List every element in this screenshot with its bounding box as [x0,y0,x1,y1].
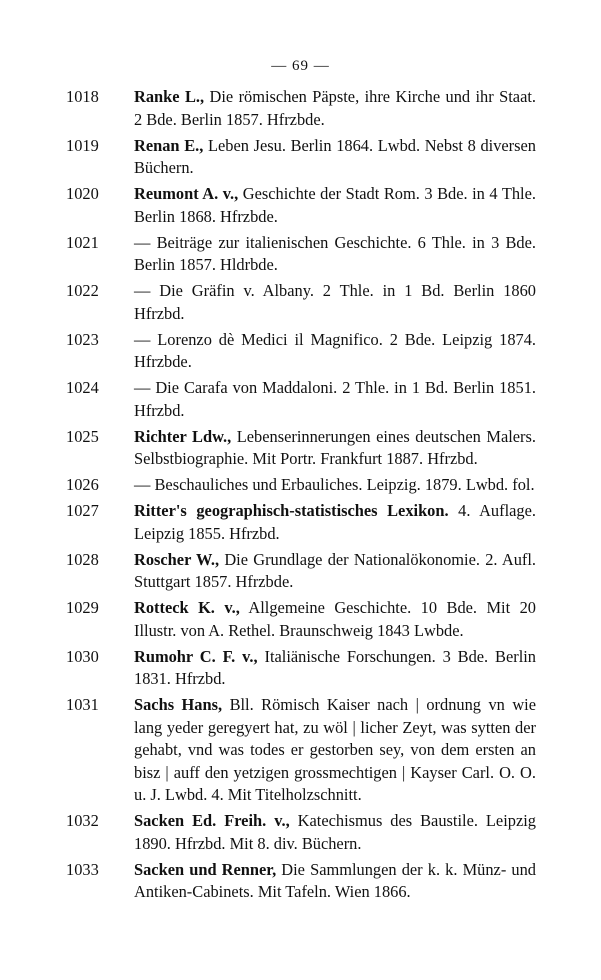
entry-number: 1027 [66,501,99,520]
catalog-entry [66,859,536,904]
entry-author: Rumohr C. F. v., [134,646,258,666]
catalog-list [66,86,536,907]
entry-description: Katechismus des Baustile. Leipzig 1890. Hfrzbd. Mit 8. div. Büchern. [134,811,536,853]
entry-description: Lebenserinnerungen eines deutschen Malers. Selbstbiographie. Mit Portr. Frankfurt 1887. Hfrzbd. [134,426,536,468]
entry-author: Reumont A. v., [134,184,239,203]
entry-author: Richter Ldw., [134,426,232,446]
page-number: — 69 — [271,58,330,74]
entry-number: 1019 [66,135,99,155]
entry-description: — Die Carafa von Maddaloni. 2 Thle. in 1 Bd. Berlin 1851. Hfrzbd. [134,378,536,420]
entry-description: Italiänische Forschungen. 3 Bde. Berlin 1831. Hfrzbd. [134,646,537,688]
catalog-entry [66,183,536,228]
entry-description: Geschichte der Stadt Rom. 3 Bde. in 4 Thle. Berlin 1868. Hfrzbde. [134,184,536,226]
entry-description: Bll. Römisch Kaiser nach | ordnung vn wie lang yeder geregyert hat, zu wöl | licher Zeyt, was sytten der gehabt, vnd was todes er gestorben sey, von dem ersten an bisz | auff den yetzigen grossmechtigen | Kayser Carl. O. O. u. J. Lwbd. 4. Mit Titelholzschnitt. [134,695,536,804]
catalog-entry [66,329,536,374]
entry-author: Sacken und Renner, [134,859,277,879]
entry-number: 1023 [66,329,99,349]
catalog-entry [66,646,536,691]
entry-author: Rotteck K. v., [134,598,240,617]
entry-author: Roscher W., [134,549,220,569]
catalog-entry [66,232,536,277]
entry-description: Die römischen Päpste, ihre Kirche und ihr Staat. 2 Bde. Berlin 1857. Hfrzbde. [134,87,537,129]
entry-description: — Die Gräfin v. Albany. 2 Thle. in 1 Bd. Berlin 1860 Hfrzbd. [134,281,536,323]
catalog-entry [66,426,536,471]
entry-description: Allgemeine Geschichte. 10 Bde. Mit 20 Illustr. von A. Rethel. Braunschweig 1843 Lwbde. [134,598,536,640]
entry-author: Ritter's geographisch-statistisches Lexikon. [134,501,449,520]
entry-number: 1018 [66,87,99,106]
catalog-entry [66,86,536,131]
entry-description: — Lorenzo dè Medici il Magnifico. 2 Bde. Leipzig 1874. Hfrzbde. [134,329,536,371]
entry-number: 1032 [66,811,99,830]
entry-author: Ranke L., [134,87,205,106]
entry-description: Leben Jesu. Berlin 1864. Lwbd. Nebst 8 diversen Büchern. [134,135,536,177]
entry-number: 1029 [66,598,99,617]
entry-number: 1020 [66,184,99,203]
catalog-entry [66,810,536,855]
entry-description: 4. Auflage. Leipzig 1855. Hfrzbd. [134,501,536,543]
entry-number: 1033 [66,859,99,879]
entry-description: Die Grundlage der Nationalökonomie. 2. Aufl. Stuttgart 1857. Hfrzbde. [134,549,536,591]
entry-number: 1030 [66,646,99,666]
catalog-entry [66,377,536,422]
catalog-entry [66,474,536,497]
entry-number: 1026 [66,475,99,494]
entry-number: 1022 [66,281,99,300]
entry-author: Sacken Ed. Freih. v., [134,811,290,830]
entry-number: 1024 [66,378,99,397]
catalog-entry [66,694,536,807]
entry-number: 1028 [66,549,99,569]
entry-number: 1025 [66,426,99,446]
entry-author: Renan E., [134,135,204,155]
entry-number: 1021 [66,232,99,252]
entry-description: — Beschauliches und Erbauliches. Leipzig. 1879. Lwbd. fol. [134,475,535,494]
catalog-entry [66,549,536,594]
entry-description: — Beiträge zur italienischen Geschichte. 6 Thle. in 3 Bde. Berlin 1857. Hldrbde. [134,232,536,274]
entry-description: Die Sammlungen der k. k. Münz- und Antiken-Cabinets. Mit Tafeln. Wien 1866. [134,859,536,901]
entry-author: Sachs Hans, [134,695,223,714]
catalog-entry [66,135,536,180]
catalog-entry [66,597,536,642]
catalog-entry [66,500,536,545]
entry-number: 1031 [66,695,99,714]
catalog-entry [66,280,536,325]
